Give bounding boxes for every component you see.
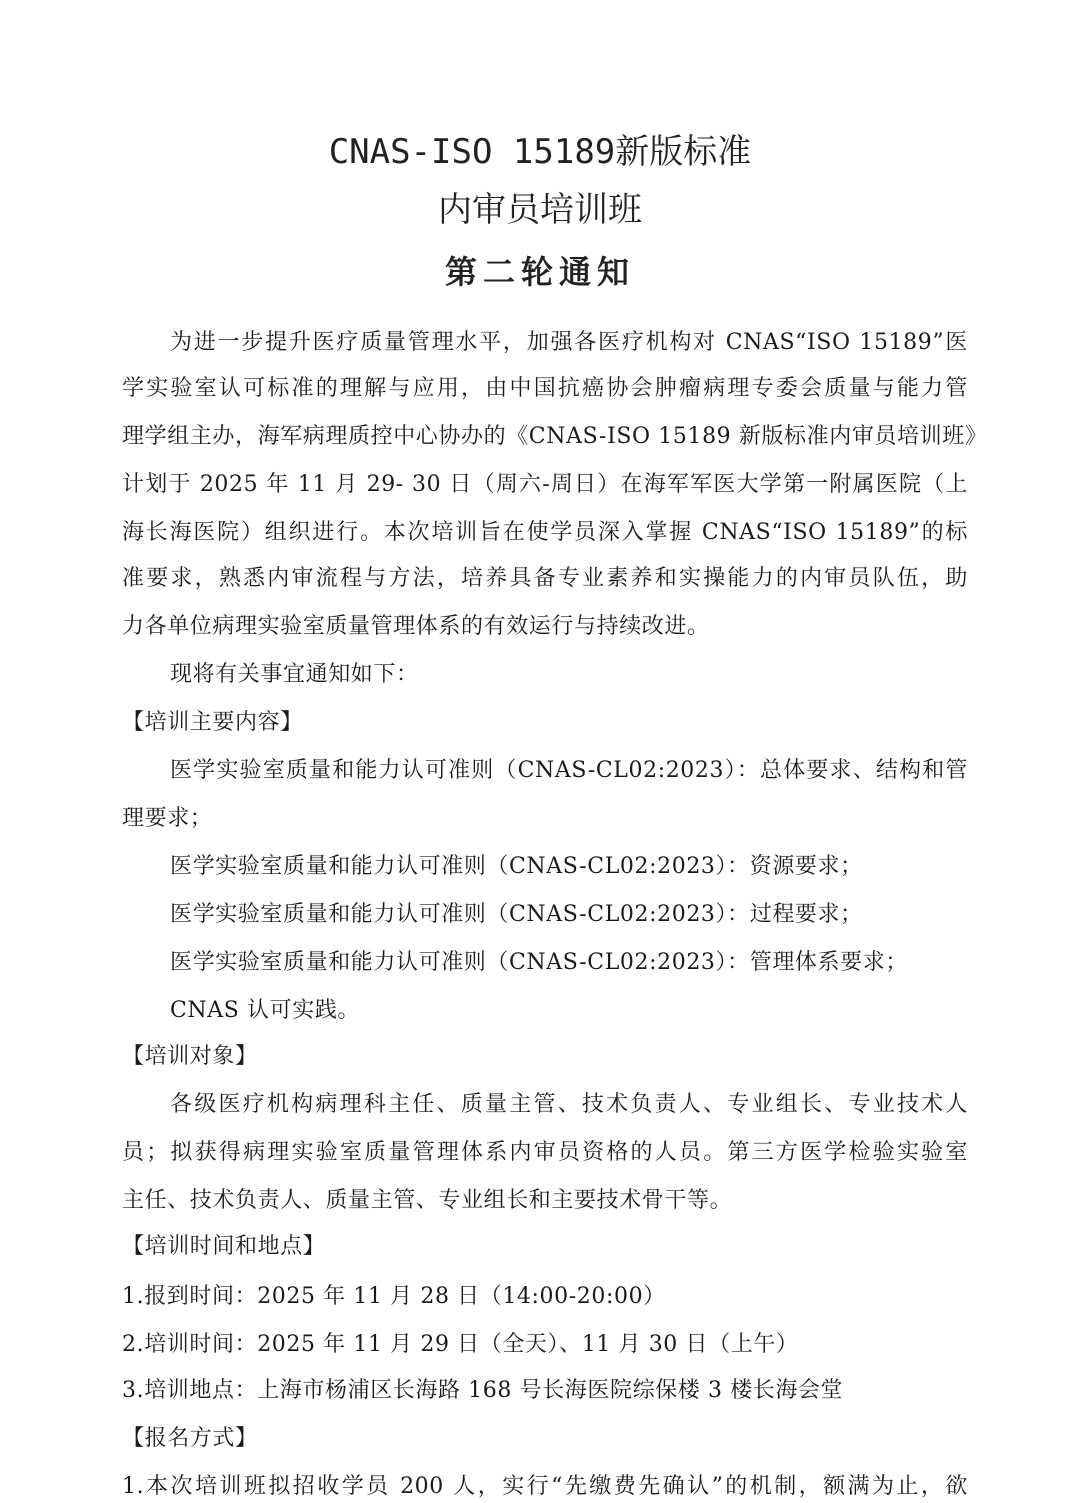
training-venue: 3.培训地点：上海市杨浦区长海路 168 号长海医院综保楼 3 楼长海会堂	[122, 1378, 844, 1403]
content-item-1: 医学实验室质量和能力认可准则（CNAS-CL02:2023）：总体要求、结构和管	[170, 758, 968, 783]
training-time: 2.培训时间：2025 年 11 月 29 日（全天）、11 月 30 日（上午）	[122, 1332, 799, 1357]
intro-paragraph-line: 计划于 2025 年 11 月 29- 30 日（周六-周日）在海军军医大学第一附属医院（上	[122, 472, 968, 497]
document-title-line1: CNAS-ISO 15189新版标准	[328, 132, 752, 172]
intro-lead-text: 现将有关事宜通知如下：	[170, 662, 419, 687]
content-item-3: 医学实验室质量和能力认可准则（CNAS-CL02:2023）：过程要求；	[170, 902, 863, 927]
intro-paragraph-line: 准要求，熟悉内审流程与方法，培养具备专业素养和实操能力的内审员队伍，助	[122, 566, 968, 591]
intro-paragraph-line: 为进一步提升医疗质量管理水平，加强各医疗机构对 CNAS“ISO 15189”医	[170, 330, 968, 355]
audience-paragraph-line: 员；拟获得病理实验室质量管理体系内审员资格的人员。第三方医学检验实验室	[122, 1140, 968, 1165]
content-item-4: 医学实验室质量和能力认可准则（CNAS-CL02:2023）：管理体系要求；	[170, 950, 908, 975]
audience-paragraph-line: 各级医疗机构病理科主任、质量主管、技术负责人、专业组长、专业技术人	[170, 1092, 968, 1117]
content-item-5: CNAS 认可实践。	[170, 998, 361, 1023]
checkin-time: 1.报到时间：2025 年 11 月 28 日（14:00-20:00）	[122, 1284, 666, 1309]
section-heading-schedule: 【培训时间和地点】	[122, 1234, 326, 1259]
audience-paragraph-line: 主任、技术负责人、质量主管、专业组长和主要技术骨干等。	[122, 1188, 733, 1213]
notice-heading: 第二轮通知	[444, 253, 635, 291]
registration-line-1: 1.本次培训班拟招收学员 200 人，实行“先缴费先确认”的机制，额满为止，欲	[122, 1474, 968, 1499]
intro-paragraph-line: 海长海医院）组织进行。本次培训旨在使学员深入掌握 CNAS“ISO 15189”的标	[122, 520, 968, 545]
intro-paragraph-line: 学实验室认可标准的理解与应用，由中国抗癌协会肿瘤病理专委会质量与能力管	[122, 376, 968, 401]
intro-paragraph-line: 力各单位病理实验室质量管理体系的有效运行与持续改进。	[122, 614, 710, 639]
intro-paragraph-line: 理学组主办，海军病理质控中心协办的《CNAS-ISO 15189 新版标准内审员培训班》	[122, 424, 988, 449]
document-title-line2: 内审员培训班	[438, 190, 642, 230]
section-heading-registration: 【报名方式】	[122, 1426, 258, 1451]
section-heading-audience: 【培训对象】	[122, 1044, 258, 1069]
section-heading-content: 【培训主要内容】	[122, 710, 303, 735]
content-item-2: 医学实验室质量和能力认可准则（CNAS-CL02:2023）：资源要求；	[170, 854, 863, 879]
content-item-1-continued: 理要求；	[122, 806, 213, 831]
